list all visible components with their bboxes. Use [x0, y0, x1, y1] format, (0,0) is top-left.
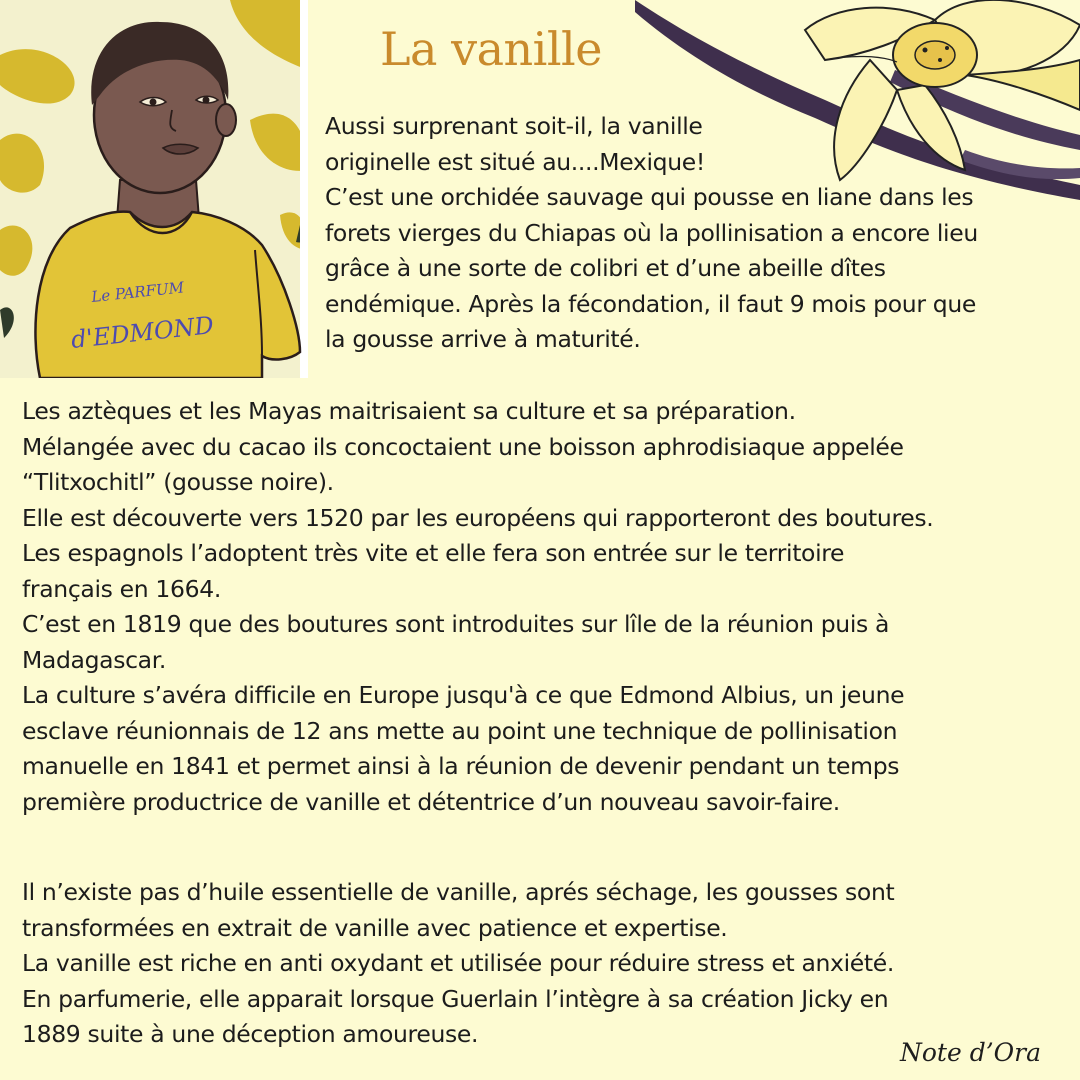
- text-line: esclave réunionnais de 12 ans mette au point une technique de pollinisation: [22, 716, 898, 745]
- text-line: Madagascar.: [22, 645, 167, 674]
- text-line: Elle est découverte vers 1520 par les européens qui rapporteront des boutures.: [22, 503, 934, 532]
- text-line: français en 1664.: [22, 574, 221, 603]
- text-line: Les aztèques et les Mayas maitrisaient sa culture et sa préparation.: [22, 397, 796, 425]
- text-line: manuelle en 1841 et permet ainsi à la réunion de devenir pendant un temps: [22, 752, 900, 780]
- author-signature: Note d’Ora: [900, 1038, 1042, 1067]
- facts-paragraph: [22, 875, 894, 1053]
- text-line: Il n’existe pas d’huile essentielle de vanille, aprés séchage, les gousses sont: [22, 878, 895, 906]
- history-paragraph: [22, 394, 933, 820]
- text-line: C’est une orchidée sauvage qui pousse en liane dans les: [325, 183, 974, 211]
- text-line: forets vierges du Chiapas où la pollinisation a encore lieu: [325, 218, 978, 247]
- text-line: première productrice de vanille et détentrice d’un nouveau savoir-faire.: [22, 787, 840, 816]
- text-line: “Tlitxochitl” (gousse noire).: [22, 468, 334, 496]
- svg-text:d'EDMOND: d'EDMOND: [69, 311, 216, 354]
- text-line: Mélangée avec du cacao ils concoctaient une boisson aphrodisiaque appelée: [22, 432, 904, 461]
- page-title: La vanille: [380, 22, 602, 76]
- edmond-portrait-illustration: [0, 0, 308, 378]
- text-line: grâce à une sorte de colibri et d’une abeille dîtes: [325, 254, 886, 282]
- text-line: En parfumerie, elle apparait lorsque Guerlain l’intègre à sa création Jicky en: [22, 984, 889, 1013]
- intro-paragraph: [325, 109, 978, 358]
- text-line: transformées en extrait de vanille avec patience et expertise.: [22, 913, 728, 942]
- svg-text:Le PARFUM: Le PARFUM: [90, 278, 185, 306]
- text-line: endémique. Après la fécondation, il faut 9 mois pour que: [325, 289, 976, 318]
- text-line: C’est en 1819 que des boutures sont introduites sur lîle de la réunion puis à: [22, 610, 890, 638]
- text-line: La vanille est riche en anti oxydant et utilisée pour réduire stress et anxiété.: [22, 949, 894, 977]
- text-line: 1889 suite à une déception amoureuse.: [22, 1020, 479, 1048]
- text-line: originelle est situé au....Mexique!: [325, 147, 705, 176]
- text-line: La culture s’avéra difficile en Europe jusqu'à ce que Edmond Albius, un jeune: [22, 681, 905, 709]
- text-line: Aussi surprenant soit-il, la vanille: [325, 112, 703, 140]
- text-line: Les espagnols l’adoptent très vite et elle fera son entrée sur le territoire: [22, 539, 845, 567]
- text-line: la gousse arrive à maturité.: [325, 325, 641, 353]
